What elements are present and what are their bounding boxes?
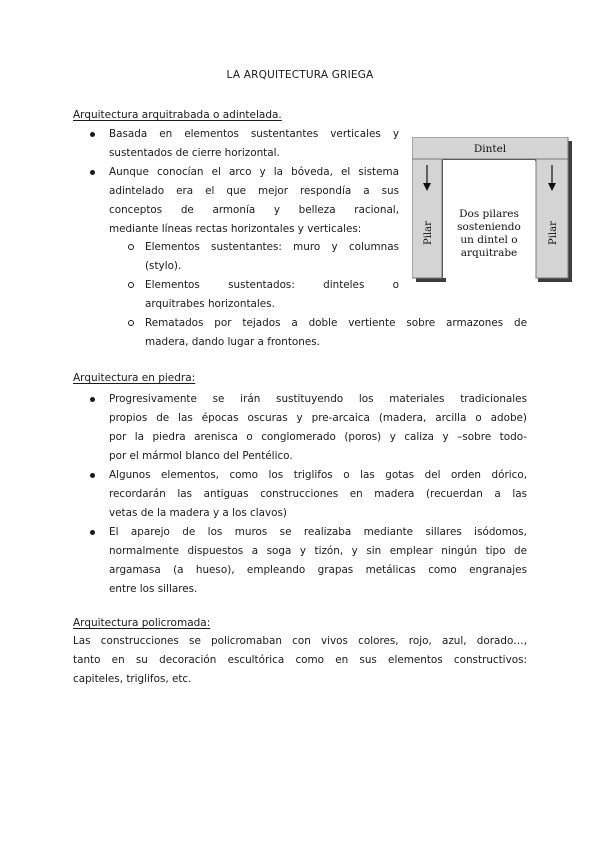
section-heading-piedra: Arquitectura en piedra: [73,372,196,384]
list-item-line: propios de las épocas oscuras y pre-arcaica (madera, arcilla o adobe) [109,411,527,424]
list-item-line: El aparejo de los muros se realizaba mediante sillares isódomos, [109,526,527,538]
dintel-diagram [412,137,572,282]
sub-list-item [145,276,399,314]
bullet-marker [90,170,95,175]
diagram-caption-line: un dintel o [460,234,518,246]
list-item-line: Progresivamente se irán sustituyendo los materiales tradicionales [109,393,527,405]
bullet-marker [90,530,95,535]
sub-list-item-line: madera, dando lugar a frontones. [145,335,320,348]
sub-list-item-line: Rematados por tejados a doble vertiente sobre armazones de [145,317,527,329]
sub-list-item-line: (stylo). [145,259,182,272]
right-pillar-label: Pilar [548,221,559,245]
diagram-caption-line: sosteniendo [457,221,521,233]
list-item-line: por el mármol blanco del Pentélico. [109,449,293,462]
sub-list-item [145,238,399,276]
list-item-line: normalmente dispuestos a soga y tizón, y sin emplear ningún tipo de [109,544,527,557]
list-item [109,466,527,523]
paragraph-line: capiteles, triglifos, etc. [73,672,192,685]
paragraph [73,632,527,689]
list-item-line: vetas de la madera y a los clavos) [109,506,287,519]
diagram-caption-line: Dos pilares [459,208,519,220]
left-pillar-label: Pilar [423,221,434,245]
bullet-marker [90,473,95,478]
list-item [109,523,527,599]
list-item-line: Aunque conocían el arco y la bóveda, el sistema [109,166,399,178]
page-title: LA ARQUITECTURA GRIEGA [226,69,374,81]
section-heading-policromada: Arquitectura policromada: [73,617,211,629]
list-item-line: conceptos de armonía y belleza racional, [109,203,399,216]
sub-bullet-marker [128,282,134,288]
sub-list-item-line: Elementos sustentados: dinteles o [145,279,399,291]
sub-list-item-line: arquitrabes horizontales. [145,297,275,310]
list-item [109,163,399,239]
list-item [109,125,399,163]
sub-bullet-marker [128,244,134,250]
paragraph-line: Las construcciones se policromaban con vivos colores, rojo, azul, dorado…, [73,635,527,647]
diagram-caption-line: arquitrabe [460,247,518,259]
bullet-marker [90,132,95,137]
list-item-line: mediante líneas rectas horizontales y verticales: [109,222,362,235]
sub-list-item [145,314,527,352]
list-item-line: Algunos elementos, como los triglifos o las gotas del orden dórico, [109,469,527,481]
list-item-line: por la piedra arenisca o conglomerado (poros) y caliza y –sobre todo- [109,430,527,443]
sub-list-item-line: Elementos sustentantes: muro y columnas [145,241,399,253]
section-heading-arquitrabada: Arquitectura arquitrabada o adintelada. [73,109,282,121]
list-item-line: adintelado era el que mejor respondía a sus [109,184,399,197]
list-item-line: recordarán las antiguas construcciones en madera (recuerdan a las [109,487,527,500]
list-item-line: entre los sillares. [109,582,198,595]
lintel-label: Dintel [473,143,507,155]
sub-bullet-marker [128,320,134,326]
bullet-marker [90,397,95,402]
paragraph-line: tanto en su decoración escultórica como en sus elementos constructivos: [73,653,527,666]
list-item [109,390,527,466]
dintel-diagram-svg [412,137,572,282]
list-item-line: sustentados de cierre horizontal. [109,146,280,159]
list-item-line: argamasa (a hueso), empleando grapas metálicas como engranajes [109,563,527,576]
list-item-line: Basada en elementos sustentantes verticales y [109,128,399,140]
